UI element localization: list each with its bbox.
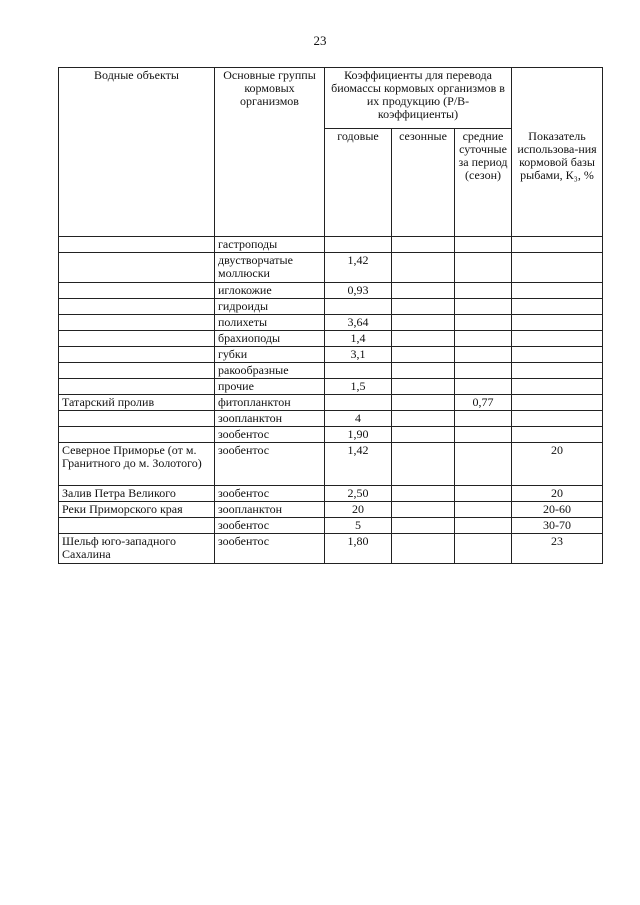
cell-seasonal	[392, 237, 455, 253]
pb-coefficients-table	[58, 67, 603, 564]
cell-seasonal	[392, 486, 455, 502]
table-row	[59, 315, 603, 331]
cell-annual: 1,42	[325, 253, 392, 283]
table-row	[59, 518, 603, 534]
cell-k3: 23	[512, 534, 603, 564]
cell-group: двустворчатые моллюски	[215, 253, 325, 283]
cell-object: Шельф юго-западного Сахалина	[59, 534, 215, 564]
cell-object	[59, 283, 215, 299]
cell-daily	[455, 299, 512, 315]
cell-object: Реки Приморского края	[59, 502, 215, 518]
cell-k3	[512, 363, 603, 379]
cell-k3: 20	[512, 443, 603, 486]
header-seasonal: сезонные	[392, 129, 455, 237]
cell-k3	[512, 331, 603, 347]
cell-k3	[512, 315, 603, 331]
table-row	[59, 379, 603, 395]
table-row	[59, 534, 603, 564]
cell-seasonal	[392, 331, 455, 347]
cell-daily	[455, 315, 512, 331]
cell-seasonal	[392, 347, 455, 363]
cell-annual: 4	[325, 411, 392, 427]
cell-annual: 1,4	[325, 331, 392, 347]
cell-annual: 3,64	[325, 315, 392, 331]
cell-group: гидроиды	[215, 299, 325, 315]
cell-object	[59, 427, 215, 443]
cell-object	[59, 237, 215, 253]
cell-seasonal	[392, 427, 455, 443]
cell-annual: 3,1	[325, 347, 392, 363]
table-row	[59, 395, 603, 411]
cell-group: зообентос	[215, 486, 325, 502]
cell-object: Татарский пролив	[59, 395, 215, 411]
cell-group: гастроподы	[215, 237, 325, 253]
cell-group: прочие	[215, 379, 325, 395]
cell-k3: 20	[512, 486, 603, 502]
header-indicator-top	[512, 68, 603, 129]
cell-group: полихеты	[215, 315, 325, 331]
cell-daily	[455, 443, 512, 486]
cell-daily	[455, 379, 512, 395]
table-row	[59, 253, 603, 283]
cell-daily	[455, 486, 512, 502]
header-annual: годовые	[325, 129, 392, 237]
cell-daily	[455, 283, 512, 299]
table-row	[59, 283, 603, 299]
cell-seasonal	[392, 379, 455, 395]
cell-seasonal	[392, 502, 455, 518]
cell-object	[59, 347, 215, 363]
cell-k3	[512, 237, 603, 253]
cell-object	[59, 253, 215, 283]
cell-group: зоопланктон	[215, 411, 325, 427]
cell-k3	[512, 411, 603, 427]
cell-seasonal	[392, 315, 455, 331]
cell-group: ракообразные	[215, 363, 325, 379]
table-row	[59, 427, 603, 443]
cell-k3	[512, 395, 603, 411]
cell-annual	[325, 363, 392, 379]
cell-object	[59, 518, 215, 534]
cell-daily	[455, 347, 512, 363]
cell-object	[59, 379, 215, 395]
cell-seasonal	[392, 283, 455, 299]
cell-seasonal	[392, 411, 455, 427]
cell-annual: 20	[325, 502, 392, 518]
cell-annual: 1,90	[325, 427, 392, 443]
cell-annual	[325, 299, 392, 315]
cell-k3	[512, 299, 603, 315]
header-water-objects: Водные объекты	[59, 68, 215, 237]
table-row	[59, 347, 603, 363]
cell-daily	[455, 363, 512, 379]
table-row	[59, 363, 603, 379]
table-row	[59, 299, 603, 315]
page-number: 23	[313, 33, 327, 48]
cell-k3	[512, 283, 603, 299]
cell-k3	[512, 427, 603, 443]
header-indicator: Показатель использова-ния кормовой базы рыбами, К₃, %	[512, 129, 603, 237]
cell-seasonal	[392, 518, 455, 534]
cell-object: Северное Приморье (от м. Гранитного до м. Золотого)	[59, 443, 215, 486]
cell-k3	[512, 347, 603, 363]
cell-annual: 2,50	[325, 486, 392, 502]
cell-annual: 1,42	[325, 443, 392, 486]
cell-k3: 30-70	[512, 518, 603, 534]
cell-group: зообентос	[215, 443, 325, 486]
table-row	[59, 237, 603, 253]
cell-daily	[455, 237, 512, 253]
cell-daily: 0,77	[455, 395, 512, 411]
cell-object	[59, 363, 215, 379]
cell-annual: 5	[325, 518, 392, 534]
header-daily: средние суточные за период (сезон)	[455, 129, 512, 237]
header-feed-groups: Основные группы кормовых организмов	[215, 68, 325, 237]
cell-annual	[325, 237, 392, 253]
cell-group: иглокожие	[215, 283, 325, 299]
cell-daily	[455, 331, 512, 347]
table-row	[59, 411, 603, 427]
cell-object	[59, 411, 215, 427]
cell-seasonal	[392, 363, 455, 379]
cell-seasonal	[392, 443, 455, 486]
cell-group: зообентос	[215, 534, 325, 564]
cell-annual: 0,93	[325, 283, 392, 299]
cell-group: зообентос	[215, 518, 325, 534]
cell-group: зообентос	[215, 427, 325, 443]
cell-daily	[455, 411, 512, 427]
table-row	[59, 443, 603, 486]
cell-object	[59, 299, 215, 315]
cell-annual	[325, 395, 392, 411]
cell-k3: 20-60	[512, 502, 603, 518]
cell-daily	[455, 253, 512, 283]
cell-daily	[455, 534, 512, 564]
table-row	[59, 331, 603, 347]
table-row	[59, 486, 603, 502]
cell-group: брахиоподы	[215, 331, 325, 347]
cell-daily	[455, 427, 512, 443]
cell-daily	[455, 502, 512, 518]
cell-seasonal	[392, 299, 455, 315]
cell-daily	[455, 518, 512, 534]
cell-seasonal	[392, 395, 455, 411]
cell-group: губки	[215, 347, 325, 363]
cell-object	[59, 331, 215, 347]
cell-object: Залив Петра Великого	[59, 486, 215, 502]
cell-seasonal	[392, 253, 455, 283]
table-row	[59, 502, 603, 518]
cell-k3	[512, 253, 603, 283]
cell-seasonal	[392, 534, 455, 564]
cell-object	[59, 315, 215, 331]
header-pb-coefficients: Коэффициенты для перевода биомассы кормовых организмов в их продукцию (Р/В-коэффициенты)	[325, 68, 512, 129]
cell-group: фитопланктон	[215, 395, 325, 411]
cell-group: зоопланктон	[215, 502, 325, 518]
cell-annual: 1,80	[325, 534, 392, 564]
cell-annual: 1,5	[325, 379, 392, 395]
cell-k3	[512, 379, 603, 395]
